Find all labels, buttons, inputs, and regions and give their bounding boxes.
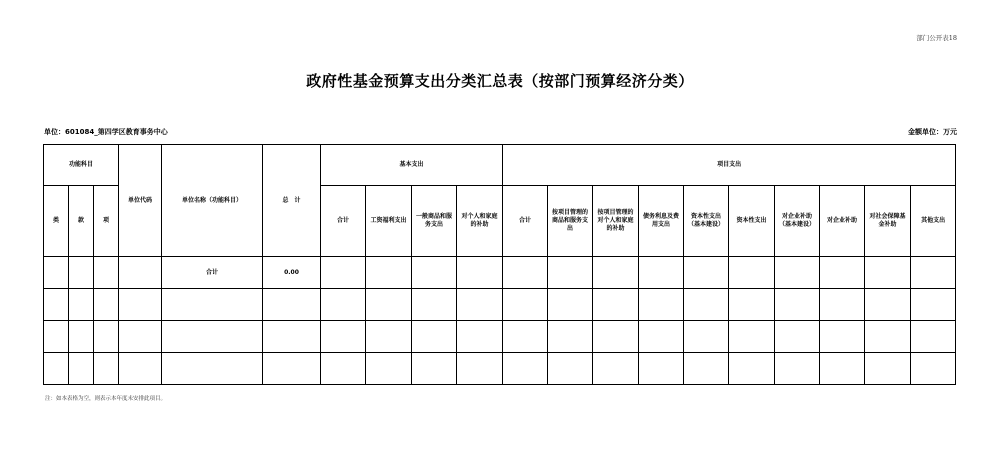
table-row [44, 353, 956, 385]
header-unit-code: 单位代码 [119, 145, 162, 257]
header-project-goods-services: 按项目管理的商品和服务支出 [548, 186, 593, 257]
header-project-enterprise-subsidy-construction: 对企业补助（基本建设） [775, 186, 820, 257]
amount-unit-label: 金额单位：万元 [908, 128, 957, 136]
page-number: 部门公开表18 [916, 34, 957, 42]
table-row [44, 257, 956, 289]
header-basic-goods-services: 一般商品和服务支出 [412, 186, 457, 257]
budget-table [43, 144, 956, 385]
header-unit-name: 单位名称（功能科目） [162, 145, 263, 257]
header-project-expenditure: 项目支出 [503, 145, 956, 186]
row-total: 0.00 [263, 257, 321, 289]
row-total [263, 321, 321, 353]
header-basic-subtotal: 合计 [321, 186, 366, 257]
header-kuan: 款 [69, 186, 94, 257]
row-total [263, 289, 321, 321]
header-project-social-security-fund: 对社会保障基金补助 [865, 186, 911, 257]
header-project-capital: 资本性支出 [729, 186, 775, 257]
header-basic-wages: 工资福利支出 [366, 186, 412, 257]
header-total: 总 计 [263, 145, 321, 257]
table-row [44, 289, 956, 321]
header-lei: 类 [44, 186, 69, 257]
table-row [44, 321, 956, 353]
header-basic-individual-subsidy: 对个人和家庭的补助 [457, 186, 503, 257]
header-project-capital-construction: 资本性支出（基本建设） [684, 186, 729, 257]
row-unit-name [162, 353, 263, 385]
unit-label: 单位：601084_第四学区教育事务中心 [44, 128, 168, 136]
header-project-other: 其他支出 [911, 186, 956, 257]
row-total [263, 353, 321, 385]
row-unit-name [162, 289, 263, 321]
header-basic-expenditure: 基本支出 [321, 145, 503, 186]
row-unit-name [162, 321, 263, 353]
header-xiang: 项 [94, 186, 119, 257]
row-unit-name: 合计 [162, 257, 263, 289]
header-project-debt-interest: 债务利息及费用支出 [639, 186, 684, 257]
footnote: 注：如本表格为空，则表示本年度未安排此项目。 [45, 396, 167, 402]
header-project-subtotal: 合计 [503, 186, 548, 257]
header-function-subject: 功能科目 [44, 145, 119, 186]
header-project-enterprise-subsidy: 对企业补助 [820, 186, 865, 257]
header-project-individual-subsidy: 按项目管理的对个人和家庭的补助 [593, 186, 639, 257]
page-title: 政府性基金预算支出分类汇总表（按部门预算经济分类） [306, 72, 694, 90]
